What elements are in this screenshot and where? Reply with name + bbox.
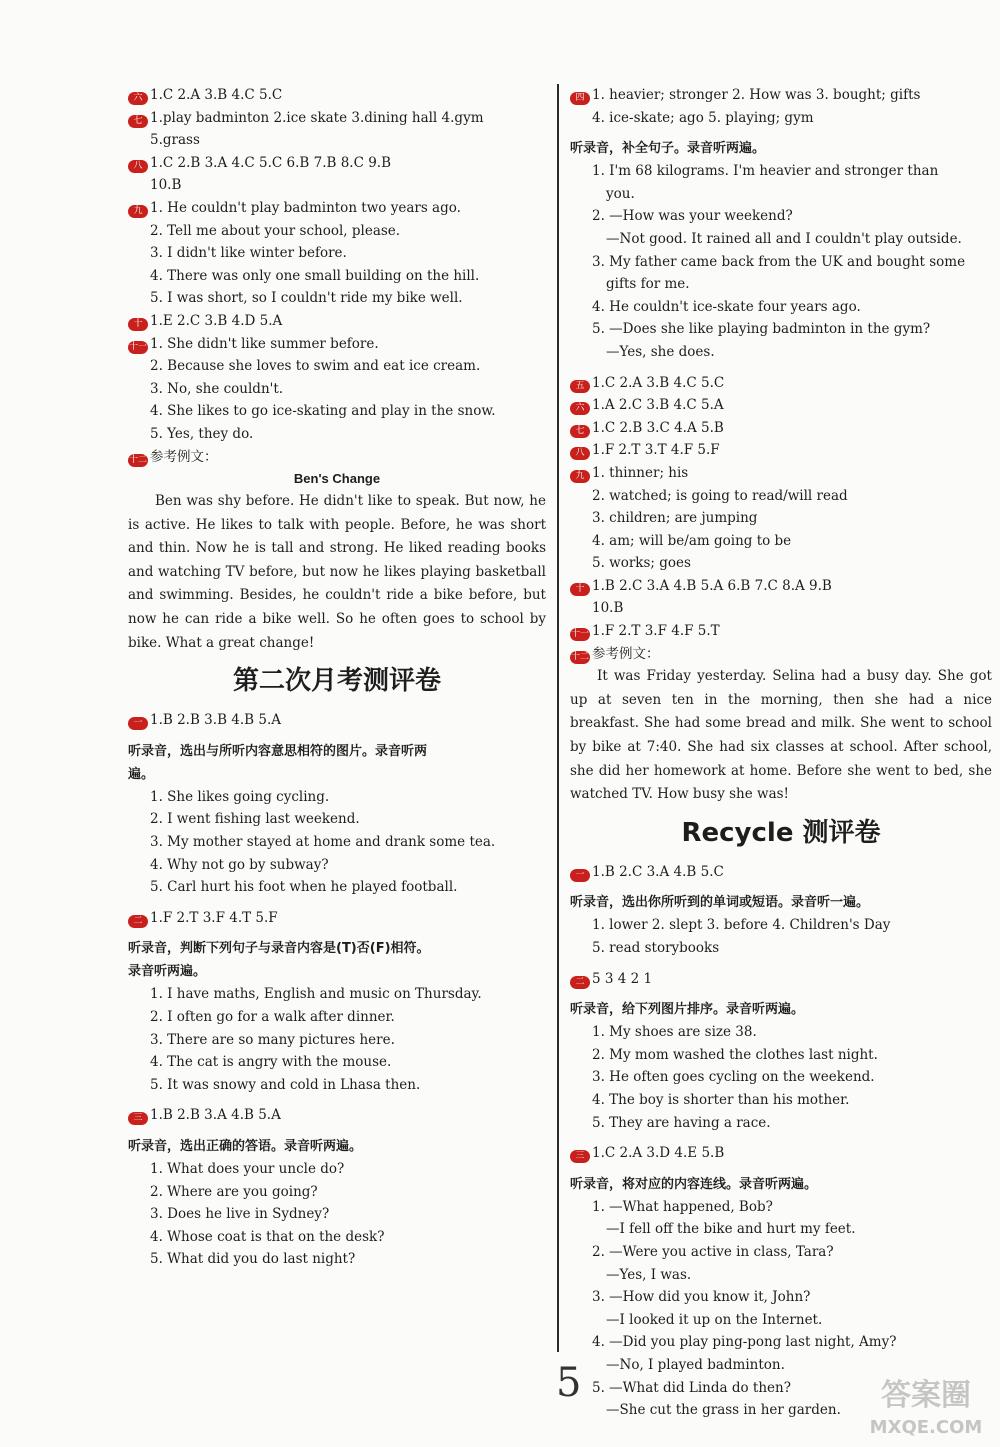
question-answer-line (570, 462, 992, 485)
question-answer-line (128, 907, 546, 930)
line-text: 1.C 2.A 3.D 4.E 5.B (592, 1145, 725, 1162)
line-text: —I fell off the bike and hurt my feet. (606, 1221, 856, 1238)
line-text: 1.A 2.C 3.B 4.C 5.A (592, 397, 724, 414)
line-text: 3. My father came back from the UK and bought some (592, 253, 966, 270)
line-text: 5. —What did Linda do then? (592, 1379, 791, 1396)
line-text: 2. watched; is going to read/will read (592, 487, 848, 504)
instruction-line (128, 740, 546, 763)
question-answer-line (570, 861, 992, 884)
answer-line (570, 1218, 992, 1241)
question-answer-line (128, 310, 546, 333)
right-answers-1 (570, 84, 992, 665)
question-answer-line (128, 107, 546, 130)
line-text: 5 3 4 2 1 (592, 970, 653, 987)
line-text: 听录音，选出正确的答语。录音听两遍。 (128, 1138, 363, 1154)
line-text: 2. Where are you going? (150, 1183, 318, 1200)
instruction-line (128, 763, 546, 786)
line-text: 3. —How did you know it, John? (592, 1289, 811, 1306)
answer-line (128, 1248, 546, 1271)
answer-line (128, 265, 546, 288)
line-text: 5. works; goes (592, 555, 691, 572)
line-text: 1.B 2.C 3.A 4.B 5.A 6.B 7.C 8.A 9.B (592, 577, 832, 594)
line-text: 4. Why not go by subway? (150, 856, 329, 873)
spacer (570, 883, 992, 891)
question-number-badge: 二 (128, 915, 148, 928)
line-text: 2. I often go for a walk after dinner. (150, 1009, 395, 1025)
question-answer-line (570, 620, 992, 643)
answer-line (128, 378, 546, 401)
answer-line (128, 355, 546, 378)
line-text: 5. They are having a race. (592, 1114, 771, 1131)
question-number-badge: 六 (128, 92, 148, 105)
question-answer-line (570, 84, 992, 107)
spacer (570, 1165, 992, 1173)
line-text: 听录音，将对应的内容连线。录音听两遍。 (570, 1176, 818, 1192)
spacer (570, 364, 992, 372)
question-answer-line (570, 968, 992, 991)
line-text: 5. I was short, so I couldn't ride my bike well. (150, 290, 463, 307)
spacer (128, 1096, 546, 1104)
question-answer-line (570, 643, 992, 666)
answer-line (570, 273, 992, 296)
line-text: 1. She didn't like summer before. (150, 335, 379, 352)
line-text: 5. What did you do last night? (150, 1251, 356, 1268)
spacer (570, 990, 992, 998)
answer-line (128, 1029, 546, 1052)
line-text: 5. Yes, they do. (150, 425, 254, 442)
watermark-logo (866, 1367, 986, 1441)
line-text: 1. heavier; stronger 2. How was 3. bought; gifts (592, 87, 921, 103)
question-answer-line (128, 84, 546, 107)
answer-line (570, 937, 992, 960)
question-number-badge: 十二 (128, 454, 147, 465)
question-answer-line (570, 417, 992, 440)
answer-line (128, 1181, 546, 1204)
line-text: 1.E 2.C 3.B 4.D 5.A (150, 312, 283, 329)
line-text: —Not good. It rained all and I couldn't play outside. (606, 230, 962, 247)
question-number-badge: 一 (128, 717, 148, 730)
line-text: 5. It was snowy and cold in Lhasa then. (150, 1076, 421, 1093)
answer-line (128, 1051, 546, 1074)
answer-line (570, 1241, 992, 1264)
line-text: 2. —Were you active in class, Tara? (592, 1243, 834, 1260)
line-text: —Yes, I was. (606, 1266, 692, 1283)
question-number-badge: 四 (570, 92, 590, 105)
section-title-second-monthly: 第二次月考测评卷 (232, 666, 441, 697)
question-answer-line (128, 197, 546, 220)
answer-line (128, 129, 546, 152)
instruction-line (570, 998, 992, 1021)
answer-line (570, 1044, 992, 1067)
line-text: 听录音，判断下列句子与录音内容是(T)否(F)相符。 (128, 941, 430, 957)
answer-line (570, 296, 992, 319)
line-text: 4. am; will be/am going to be (592, 532, 792, 549)
line-text: 参考例文： (592, 645, 660, 662)
watermark-url: MXQE.COM (869, 1417, 983, 1438)
line-text: 1. lower 2. slept 3. before 4. Children's Day (592, 917, 891, 934)
line-text: 4. —Did you play ping-pong last night, Amy? (592, 1334, 897, 1351)
line-text: 1.F 2.T 3.T 4.F 5.F (592, 442, 720, 459)
line-text: 4. The cat is angry with the mouse. (150, 1054, 392, 1071)
answer-line (570, 228, 992, 251)
question-number-badge: 六 (570, 402, 590, 415)
answer-line (128, 423, 546, 446)
line-text: 10.B (592, 600, 624, 617)
spacer (128, 732, 546, 740)
answer-line (128, 220, 546, 243)
spacer (128, 929, 546, 937)
question-answer-line (128, 152, 546, 175)
line-text: 2. My mom washed the clothes last night. (592, 1046, 878, 1063)
question-number-badge: 一 (570, 869, 590, 882)
question-number-badge: 十二 (570, 651, 589, 662)
line-text: 5. read storybooks (592, 940, 720, 956)
line-text: 5. Carl hurt his foot when he played football. (150, 879, 458, 896)
question-number-badge: 十 (128, 318, 148, 331)
essay-title: Ben's Change (293, 471, 381, 487)
line-text: 4. He couldn't ice-skate four years ago. (592, 298, 861, 315)
question-number-badge: 十 (570, 583, 590, 596)
line-text: 1.B 2.C 3.A 4.B 5.C (592, 863, 724, 880)
answer-line (128, 1226, 546, 1249)
line-text: 3. He often goes cycling on the weekend. (592, 1069, 875, 1086)
line-text: 2. Because she loves to swim and eat ice cream. (150, 358, 481, 375)
answer-line (570, 107, 992, 130)
question-number-badge: 十一 (128, 341, 147, 352)
line-text: 1. He couldn't play badminton two years ago. (150, 199, 461, 216)
line-text: 3. children; are jumping (592, 510, 758, 527)
answer-line (570, 341, 992, 364)
answer-line (570, 1309, 992, 1332)
answer-line (128, 1158, 546, 1181)
line-text: —Yes, she does. (606, 343, 715, 360)
answer-line (570, 597, 992, 620)
line-text: 2. I went fishing last weekend. (150, 811, 360, 828)
answer-line (128, 242, 546, 265)
line-text: 遍。 (128, 766, 155, 782)
answer-line (570, 914, 992, 937)
spacer (570, 1134, 992, 1142)
line-text: 4. There was only one small building on the hill. (150, 267, 480, 284)
answer-line (128, 174, 546, 197)
line-text: 3. Does he live in Sydney? (150, 1206, 330, 1223)
answer-line (570, 1089, 992, 1112)
line-text: 10.B (150, 177, 182, 194)
question-answer-line (570, 439, 992, 462)
line-text: 4. Whose coat is that on the desk? (150, 1228, 385, 1245)
line-text: 录音听两遍。 (128, 964, 207, 980)
question-number-badge: 八 (570, 447, 590, 460)
spacer (128, 1127, 546, 1135)
answer-line (570, 1286, 992, 1309)
question-number-badge: 七 (570, 425, 590, 438)
line-text: 4. ice-skate; ago 5. playing; gym (592, 109, 814, 126)
answer-line (128, 287, 546, 310)
sample-essay-text: It was Friday yesterday. Selina had a busy day. She got up at seven ten in the morning, then she had a nice breakfast. She had some bread and milk. She went to school by bike at 7:40. She had six classes at school. After school, she did her homework at home. Before she went to bed, she watched TV. How busy she was! (570, 668, 992, 803)
line-text: 2. —How was your weekend? (592, 208, 793, 225)
question-answer-line (128, 333, 546, 356)
answer-line (128, 1006, 546, 1029)
question-number-badge: 七 (128, 115, 148, 128)
question-number-badge: 十一 (570, 629, 589, 640)
line-text: 1.play badminton 2.ice skate 3.dining hall 4.gym (150, 109, 484, 126)
answer-line (570, 530, 992, 553)
question-answer-line (128, 446, 546, 469)
question-number-badge: 五 (570, 380, 590, 393)
answer-line (128, 786, 546, 809)
essay-text: Ben was shy before. He didn't like to speak. But now, he is active. He likes to talk with people. Before, he was short and thin. Now he is tall and strong. He liked reading books and watching TV before, but now he likes playing basketball and swimming. Besides, he couldn't ride a bike before, but now he can ride a bike well. So he often goes to school by bike. What a great change! (128, 493, 546, 651)
question-number-badge: 八 (128, 160, 148, 173)
line-text: 参考例文： (150, 448, 218, 465)
question-answer-line (570, 1142, 992, 1165)
line-text: 5.grass (150, 132, 200, 149)
question-number-badge: 九 (570, 470, 590, 483)
line-text: 听录音，给下列图片排序。录音听两遍。 (570, 1002, 805, 1018)
spacer (128, 899, 546, 907)
line-text: 1.F 2.T 3.F 4.F 5.T (592, 623, 720, 640)
line-text: 听录音，补全句子。录音听两遍。 (570, 141, 766, 157)
line-text: 1.C 2.B 3.C 4.A 5.B (592, 419, 724, 436)
answer-line (570, 1066, 992, 1089)
line-text: 1.B 2.B 3.B 4.B 5.A (150, 712, 281, 729)
instruction-line (128, 960, 546, 983)
line-text: 1. She likes going cycling. (150, 788, 330, 805)
question-answer-line (570, 372, 992, 395)
answer-line (570, 1264, 992, 1287)
line-text: 听录音，选出与所听内容意思相符的图片。录音听两 (128, 743, 428, 759)
line-text: 5. —Does she like playing badminton in the gym? (592, 321, 931, 338)
answer-line (570, 183, 992, 206)
question-answer-line (128, 709, 546, 732)
line-text: 3. I didn't like winter before. (150, 245, 347, 262)
right-column (570, 84, 992, 1422)
question-answer-line (570, 394, 992, 417)
answer-line (570, 1112, 992, 1135)
page-number: 5 (556, 1360, 582, 1406)
line-text: 1.F 2.T 3.F 4.T 5.F (150, 909, 278, 926)
answer-line (570, 1021, 992, 1044)
line-text: 4. She likes to go ice-skating and play in the snow. (150, 403, 496, 420)
left-column (128, 84, 546, 1271)
watermark-text: 答案圈 (881, 1378, 971, 1413)
line-text: 3. There are so many pictures here. (150, 1031, 395, 1048)
line-text: 2. Tell me about your school, please. (150, 222, 401, 239)
line-text: 1.B 2.B 3.A 4.B 5.A (150, 1107, 281, 1124)
answer-line (570, 318, 992, 341)
line-text: 3. No, she couldn't. (150, 380, 284, 397)
answer-line (128, 400, 546, 423)
line-text: 1.C 2.A 3.B 4.C 5.C (592, 374, 725, 391)
column-divider (557, 84, 559, 1352)
answer-line (570, 1331, 992, 1354)
line-text: 1. —What happened, Bob? (592, 1198, 773, 1215)
question-number-badge: 三 (570, 1150, 590, 1163)
answer-line (128, 983, 546, 1006)
question-number-badge: 二 (570, 976, 590, 989)
right-answers-2 (570, 861, 992, 1422)
answer-line (570, 507, 992, 530)
instruction-line (570, 891, 992, 914)
line-text: 听录音，选出你所听到的单词或短语。录音听一遍。 (570, 895, 870, 911)
section-title-recycle: Recycle 测评卷 (681, 817, 881, 848)
answer-line (570, 552, 992, 575)
instruction-line (128, 937, 546, 960)
question-answer-line (570, 575, 992, 598)
line-text: 1. I'm 68 kilograms. I'm heavier and stronger than (592, 163, 939, 180)
answer-line (128, 854, 546, 877)
answer-line (570, 1196, 992, 1219)
line-text: 1. What does your uncle do? (150, 1160, 345, 1177)
line-text: 1. My shoes are size 38. (592, 1024, 757, 1041)
left-answers-2 (128, 709, 546, 1271)
line-text: —I looked it up on the Internet. (606, 1311, 823, 1328)
answer-line (128, 1074, 546, 1097)
line-text: —She cut the grass in her garden. (606, 1402, 841, 1419)
spacer (570, 960, 992, 968)
instruction-line (570, 137, 992, 160)
answer-line (570, 485, 992, 508)
line-text: 3. My mother stayed at home and drank some tea. (150, 834, 496, 851)
instruction-line (570, 1173, 992, 1196)
line-text: —No, I played badminton. (606, 1356, 785, 1373)
spacer (570, 129, 992, 137)
question-number-badge: 三 (128, 1112, 148, 1125)
line-text: 1. thinner; his (592, 464, 689, 481)
line-text: 4. The boy is shorter than his mother. (592, 1091, 850, 1108)
line-text: you. (606, 185, 635, 202)
left-answers-1 (128, 84, 546, 468)
answer-line (570, 205, 992, 228)
line-text: 1. I have maths, English and music on Thursday. (150, 986, 482, 1003)
answer-line (128, 808, 546, 831)
line-text: 1.C 2.A 3.B 4.C 5.C (150, 87, 283, 103)
answer-line (570, 160, 992, 183)
line-text: 1.C 2.B 3.A 4.C 5.C 6.B 7.B 8.C 9.B (150, 154, 392, 171)
question-answer-line (128, 1104, 546, 1127)
answer-line (128, 831, 546, 854)
instruction-line (128, 1135, 546, 1158)
answer-line (128, 876, 546, 899)
line-text: gifts for me. (606, 276, 690, 293)
answer-line (128, 1203, 546, 1226)
answer-line (570, 251, 992, 274)
question-number-badge: 九 (128, 205, 148, 218)
